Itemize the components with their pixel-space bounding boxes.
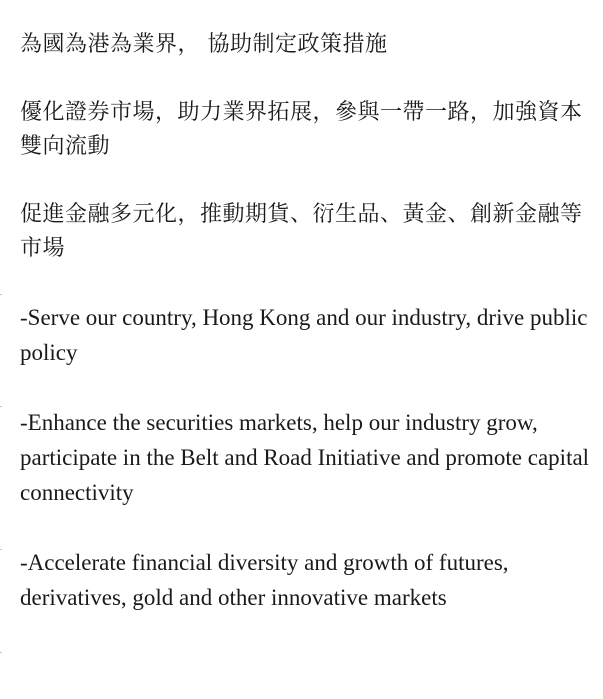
edge-mark bbox=[0, 294, 2, 295]
edge-mark bbox=[0, 406, 2, 407]
edge-mark bbox=[0, 549, 2, 550]
edge-mark bbox=[0, 652, 2, 653]
text-content bbox=[20, 28, 590, 615]
en-paragraph-policy: -Serve our country, Hong Kong and our industry, drive public policy bbox=[20, 305, 588, 365]
en-paragraph-securities: -Enhance the securities markets, help our industry grow, participate in the Belt and Road Initiative and promote capital connectivity bbox=[20, 410, 590, 505]
en-paragraph-diversity: -Accelerate financial diversity and growth of futures, derivatives, gold and other innovative markets bbox=[20, 550, 509, 610]
zh-paragraph-securities: 優化證券市場，助力業界拓展，參與一帶一路，加強資本雙向流動 bbox=[20, 100, 583, 159]
zh-paragraph-policy: 為國為港為業界， 協助制定政策措施 bbox=[20, 32, 388, 57]
zh-paragraph-diversity: 促進金融多元化，推動期貨、衍生品、黃金、創新金融等市場 bbox=[20, 202, 583, 261]
left-edge-marks bbox=[0, 0, 2, 699]
